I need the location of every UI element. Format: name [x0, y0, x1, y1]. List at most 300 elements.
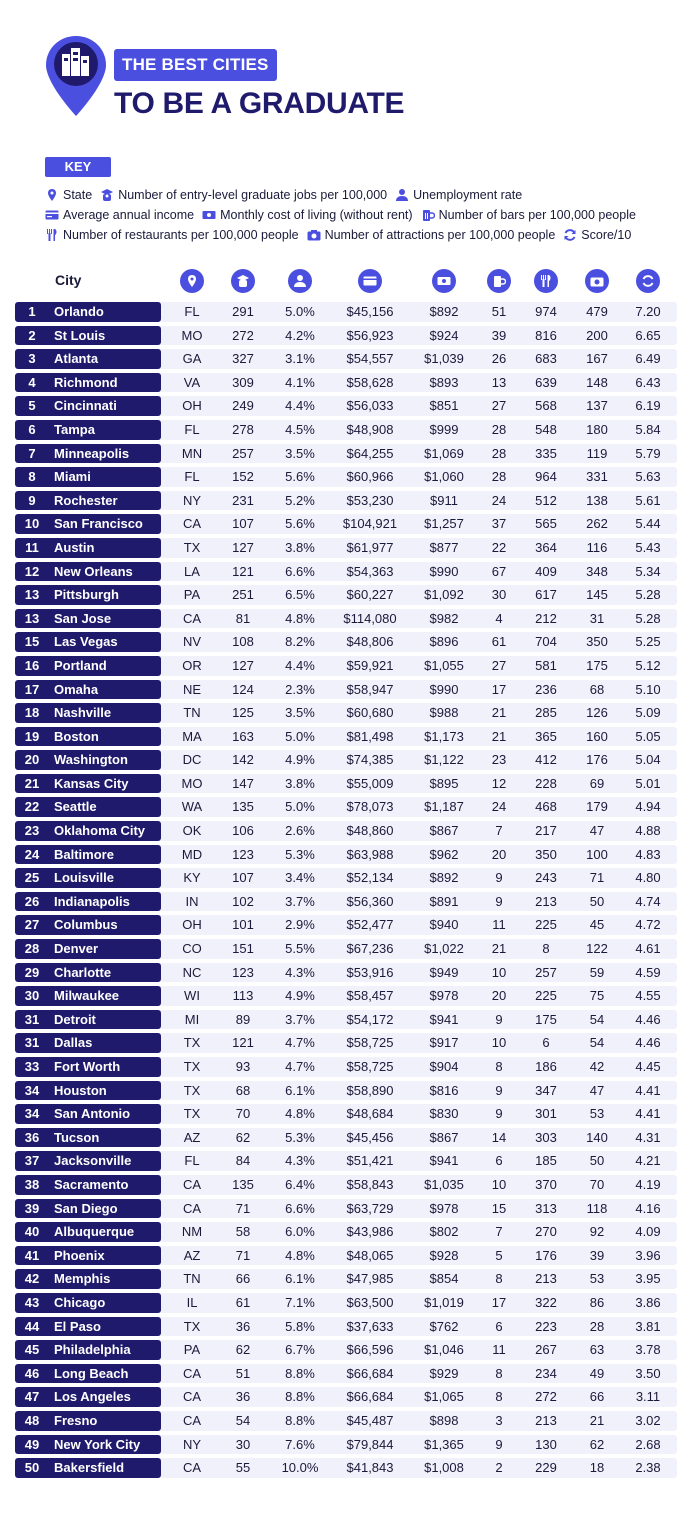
key-item-income: [45, 208, 194, 222]
score-cell: 3.81: [635, 1318, 661, 1334]
income-cell: $48,065: [346, 1247, 394, 1263]
restaurants-cell: 272: [535, 1389, 557, 1405]
bars-cell: 2: [495, 1460, 503, 1476]
table-row: [15, 1269, 677, 1289]
table-row: [15, 1246, 677, 1266]
cost-of-living-cell: $990: [429, 681, 459, 697]
rank-city-label: [15, 1151, 161, 1171]
cost-of-living-cell: $1,187: [424, 799, 464, 815]
score-cell: 5.28: [635, 610, 661, 626]
city-cell: Philadelphia: [54, 1342, 131, 1358]
state-cell: CO: [182, 941, 202, 957]
restaurants-cell: 639: [535, 374, 557, 390]
score-cell: 4.72: [635, 917, 661, 933]
restaurants-cell: 364: [535, 539, 557, 555]
rank-city-label: [15, 609, 161, 629]
city-cell: Atlanta: [54, 351, 99, 367]
jobs-cell: 84: [235, 1153, 251, 1169]
income-cell: $45,456: [346, 1129, 394, 1145]
attractions-cell: 28: [589, 1318, 605, 1334]
income-cell: $43,986: [346, 1224, 394, 1240]
unemployment-cell: 4.8%: [285, 610, 315, 626]
rank-city-label: [15, 1269, 161, 1289]
bars-cell: 10: [491, 1035, 507, 1051]
city-cell: Sacramento: [54, 1176, 129, 1192]
attractions-cell: 148: [586, 374, 608, 390]
bars-column-header: [487, 269, 511, 293]
unemployment-cell: 3.8%: [285, 775, 315, 791]
state-cell: TX: [183, 1106, 201, 1122]
cost-of-living-cell: $1,092: [424, 587, 464, 603]
state-cell: TX: [183, 1035, 201, 1051]
restaurants-cell: 370: [535, 1176, 557, 1192]
table-row: [15, 1128, 677, 1148]
city-cell: Pittsburgh: [54, 587, 119, 603]
income-cell: $54,172: [346, 1011, 394, 1027]
attractions-cell: 21: [589, 1412, 605, 1428]
rank-city-label: [15, 1199, 161, 1219]
score-cell: 3.02: [635, 1412, 661, 1428]
score-cell: 4.16: [635, 1200, 661, 1216]
table-row: [15, 868, 677, 888]
income-cell: $63,988: [346, 846, 394, 862]
table-row: [15, 1175, 677, 1195]
attractions-cell: 350: [586, 634, 608, 650]
cost-of-living-cell: $851: [429, 398, 459, 414]
unemployment-column-header: [288, 269, 312, 293]
table-row: [15, 1199, 677, 1219]
state-cell: MA: [182, 728, 202, 744]
restaurants-cell: 285: [535, 705, 557, 721]
attractions-cell: 200: [586, 327, 608, 343]
beer-icon: [421, 208, 435, 222]
jobs-cell: 36: [235, 1318, 251, 1334]
score-cell: 7.20: [635, 304, 661, 319]
table-row: [15, 1458, 677, 1478]
jobs-cell: 93: [235, 1059, 251, 1074]
jobs-cell: 81: [235, 610, 251, 626]
camera-icon: [307, 228, 321, 242]
rank-city-label: [15, 1010, 161, 1030]
income-cell: $58,890: [346, 1082, 394, 1098]
rank-city-label: [15, 963, 161, 983]
state-cell: CA: [182, 1460, 202, 1476]
table-row: [15, 727, 677, 747]
rank-cell: 28: [24, 941, 40, 957]
income-cell: $56,923: [346, 327, 394, 343]
table-row: [15, 821, 677, 841]
table-row: [15, 562, 677, 582]
cost-of-living-column-header: [432, 269, 456, 293]
restaurants-cell: 964: [535, 469, 557, 485]
bars-cell: 7: [495, 1224, 503, 1240]
table-row: [15, 444, 677, 464]
jobs-cell: 123: [232, 846, 254, 862]
rank-city-label: [15, 420, 161, 440]
bars-cell: 8: [495, 1389, 503, 1405]
jobs-cell: 89: [235, 1011, 251, 1027]
bars-cell: 17: [491, 681, 507, 697]
income-cell: $66,684: [346, 1389, 394, 1405]
state-column-header: [180, 269, 204, 293]
city-cell: Albuquerque: [54, 1224, 135, 1240]
person-icon: [293, 274, 307, 288]
bars-cell: 9: [495, 1436, 503, 1452]
income-cell: $60,680: [346, 705, 394, 721]
income-cell: $79,844: [346, 1436, 394, 1452]
state-cell: TX: [183, 539, 201, 555]
cost-of-living-cell: $898: [429, 1412, 459, 1428]
bars-cell: 6: [495, 1318, 503, 1334]
cost-of-living-cell: $1,008: [424, 1460, 464, 1476]
rank-city-label: [15, 1057, 161, 1077]
income-cell: $58,843: [346, 1176, 394, 1192]
restaurants-cell: 225: [535, 988, 557, 1004]
jobs-cell: 62: [235, 1129, 251, 1145]
jobs-cell: 231: [232, 492, 254, 508]
restaurants-cell: 223: [535, 1318, 557, 1334]
jobs-cell: 107: [232, 516, 254, 532]
unemployment-cell: 4.4%: [285, 398, 315, 414]
attractions-cell: 145: [586, 587, 608, 603]
state-cell: DC: [182, 752, 202, 768]
jobs-column-header: [231, 269, 255, 293]
restaurants-cell: 217: [535, 823, 557, 839]
income-cell: $63,500: [346, 1294, 394, 1310]
rank-cell: 13: [24, 610, 40, 626]
cost-of-living-cell: $1,022: [424, 941, 464, 957]
attractions-cell: 138: [586, 492, 608, 508]
city-pin-logo-icon: [44, 34, 108, 118]
state-cell: IL: [186, 1294, 198, 1310]
rank-cell: 16: [24, 657, 40, 673]
person-icon: [395, 188, 409, 202]
income-cell: $48,806: [346, 634, 394, 650]
score-cell: 3.11: [635, 1389, 661, 1405]
score-cell: 4.46: [635, 1035, 661, 1051]
jobs-cell: 113: [232, 988, 254, 1004]
rank-cell: 8: [28, 469, 36, 485]
rank-cell: 25: [24, 870, 40, 886]
city-cell: Indianapolis: [54, 893, 130, 909]
rank-city-label: [15, 656, 161, 676]
rank-city-label: [15, 1317, 161, 1337]
rank-city-label: [15, 632, 161, 652]
rank-city-label: [15, 514, 161, 534]
restaurants-cell: 229: [535, 1460, 557, 1476]
cost-of-living-cell: $911: [430, 492, 458, 508]
cost-of-living-cell: $940: [429, 917, 459, 933]
cost-of-living-cell: $895: [429, 775, 459, 791]
bars-cell: 9: [495, 893, 503, 909]
rank-city-label: [15, 703, 161, 723]
city-cell: Louisville: [54, 870, 114, 886]
attractions-cell: 331: [586, 469, 608, 485]
city-cell: San Francisco: [54, 516, 143, 532]
restaurants-cell: 412: [535, 752, 557, 768]
attractions-cell: 176: [586, 752, 608, 768]
cost-of-living-cell: $990: [429, 563, 459, 579]
restaurants-cell: 303: [535, 1129, 557, 1145]
rank-cell: 34: [24, 1106, 40, 1122]
attractions-cell: 53: [589, 1106, 605, 1122]
unemployment-cell: 3.1%: [285, 351, 315, 367]
bars-cell: 5: [495, 1247, 503, 1263]
unemployment-cell: 3.8%: [285, 539, 315, 555]
unemployment-cell: 8.8%: [285, 1365, 315, 1381]
state-cell: TX: [183, 1059, 201, 1074]
cost-of-living-cell: $941: [429, 1011, 459, 1027]
state-cell: NY: [182, 492, 202, 508]
state-cell: CA: [182, 1176, 202, 1192]
rank-city-label: [15, 868, 161, 888]
bars-cell: 37: [491, 516, 507, 532]
state-cell: MI: [184, 1011, 200, 1027]
bars-cell: 21: [491, 728, 507, 744]
jobs-cell: 51: [235, 1365, 251, 1381]
jobs-cell: 272: [232, 327, 254, 343]
restaurants-cell: 213: [535, 893, 557, 909]
attractions-cell: 62: [589, 1436, 605, 1452]
bars-cell: 27: [491, 398, 507, 414]
attractions-cell: 31: [589, 610, 605, 626]
state-cell: AZ: [183, 1247, 201, 1263]
rank-cell: 6: [28, 421, 36, 437]
cost-of-living-cell: $978: [429, 988, 459, 1004]
jobs-cell: 70: [235, 1106, 251, 1122]
state-cell: CA: [182, 1412, 202, 1428]
income-cell: $52,477: [346, 917, 394, 933]
unemployment-cell: 10.0%: [281, 1460, 319, 1476]
score-cell: 5.01: [635, 775, 661, 791]
restaurants-cell: 212: [535, 610, 557, 626]
state-cell: NV: [182, 634, 202, 650]
income-cell: $58,947: [346, 681, 394, 697]
cost-of-living-cell: $1,019: [424, 1294, 464, 1310]
table-row: [15, 491, 677, 511]
unemployment-cell: 5.0%: [285, 304, 315, 319]
score-cell: 4.21: [635, 1153, 661, 1169]
table-row: [15, 986, 677, 1006]
score-cell: 4.59: [635, 964, 661, 980]
state-cell: FL: [184, 469, 200, 485]
city-cell: Miami: [54, 469, 91, 485]
unemployment-cell: 5.6%: [285, 516, 315, 532]
key-label: Score/10: [581, 228, 632, 242]
unemployment-cell: 6.6%: [285, 563, 315, 579]
unemployment-cell: 6.6%: [285, 1200, 315, 1216]
restaurants-cell: 365: [535, 728, 557, 744]
rank-city-label: [15, 1340, 161, 1360]
rank-city-label: [15, 1128, 161, 1148]
table-row: [15, 538, 677, 558]
rank-cell: 40: [24, 1224, 40, 1240]
jobs-cell: 121: [232, 563, 254, 579]
attractions-cell: 39: [589, 1247, 605, 1263]
income-cell: $60,227: [346, 587, 394, 603]
graduate-icon: [236, 274, 250, 288]
state-cell: GA: [182, 351, 202, 367]
income-cell: $60,966: [346, 469, 394, 485]
bars-cell: 67: [491, 563, 507, 579]
rank-cell: 10: [24, 516, 40, 532]
bars-cell: 11: [492, 917, 506, 933]
cost-of-living-cell: $892: [429, 304, 459, 319]
cost-of-living-cell: $1,257: [424, 516, 464, 532]
table-row: [15, 1387, 677, 1407]
rank-cell: 41: [24, 1247, 40, 1263]
rank-cell: 17: [24, 681, 40, 697]
jobs-cell: 62: [235, 1342, 251, 1358]
cost-of-living-cell: $830: [429, 1106, 459, 1122]
unemployment-cell: 4.8%: [285, 1106, 315, 1122]
rank-cell: 42: [24, 1271, 40, 1287]
city-cell: New Orleans: [54, 563, 133, 579]
map-pin-icon: [185, 274, 199, 288]
rank-city-label: [15, 1104, 161, 1124]
rank-cell: 46: [24, 1365, 40, 1381]
rank-cell: 39: [24, 1200, 40, 1216]
rank-cell: 15: [24, 634, 40, 650]
restaurants-column-header: [534, 269, 558, 293]
score-cell: 5.04: [635, 752, 661, 768]
cost-of-living-cell: $1,365: [424, 1436, 464, 1452]
bars-cell: 23: [491, 752, 507, 768]
restaurants-cell: 228: [535, 775, 557, 791]
key-label: Number of bars per 100,000 people: [438, 208, 636, 222]
attractions-cell: 160: [586, 728, 608, 744]
key-item-restaurants: [45, 228, 299, 242]
table-row: [15, 1340, 677, 1360]
key-item-attractions: [307, 228, 556, 242]
rank-city-label: [15, 396, 161, 416]
table-row: [15, 1411, 677, 1431]
score-cell: 5.34: [635, 563, 661, 579]
unemployment-cell: 6.1%: [285, 1082, 315, 1098]
rank-city-label: [15, 1033, 161, 1053]
income-cell: $56,360: [346, 893, 394, 909]
bars-cell: 9: [495, 1011, 503, 1027]
jobs-cell: 58: [235, 1224, 251, 1240]
unemployment-cell: 2.9%: [285, 917, 315, 933]
score-cell: 5.61: [635, 492, 661, 508]
rank-cell: 11: [25, 539, 39, 555]
city-cell: Kansas City: [54, 775, 129, 791]
jobs-cell: 102: [232, 893, 254, 909]
state-cell: WA: [181, 799, 203, 815]
cost-of-living-cell: $854: [429, 1271, 459, 1287]
state-cell: LA: [184, 563, 200, 579]
city-cell: Portland: [54, 657, 107, 673]
city-cell: St Louis: [54, 327, 106, 343]
restaurants-cell: 8: [542, 941, 550, 957]
camera-icon: [590, 274, 604, 288]
income-cell: $67,236: [346, 941, 394, 957]
table-row: [15, 963, 677, 983]
income-cell: $66,596: [346, 1342, 394, 1358]
jobs-cell: 108: [232, 634, 254, 650]
cost-of-living-cell: $891: [429, 893, 459, 909]
state-cell: NY: [182, 1436, 202, 1452]
unemployment-cell: 8.8%: [285, 1389, 315, 1405]
state-cell: PA: [183, 1342, 201, 1358]
score-cell: 5.12: [635, 657, 661, 673]
table-row: [15, 514, 677, 534]
state-cell: CA: [182, 516, 202, 532]
cost-of-living-cell: $896: [429, 634, 459, 650]
attractions-cell: 262: [586, 516, 608, 532]
bars-cell: 7: [495, 823, 503, 839]
unemployment-cell: 3.4%: [285, 870, 315, 886]
jobs-cell: 66: [235, 1271, 251, 1287]
jobs-cell: 278: [232, 421, 254, 437]
state-cell: CA: [182, 1365, 202, 1381]
rank-city-label: [15, 302, 161, 322]
state-cell: TN: [183, 1271, 201, 1287]
restaurants-cell: 335: [535, 445, 557, 461]
unemployment-cell: 4.7%: [285, 1035, 315, 1051]
state-cell: NC: [182, 964, 202, 980]
score-cell: 5.43: [635, 539, 661, 555]
city-cell: Fresno: [54, 1412, 98, 1428]
unemployment-cell: 4.7%: [285, 1059, 315, 1074]
cost-of-living-cell: $867: [429, 823, 459, 839]
unemployment-cell: 4.3%: [285, 964, 315, 980]
jobs-cell: 135: [232, 799, 254, 815]
bars-cell: 51: [491, 304, 507, 319]
score-cell: 5.28: [635, 587, 661, 603]
city-cell: Fort Worth: [54, 1059, 121, 1074]
attractions-cell: 167: [586, 351, 608, 367]
cost-of-living-cell: $802: [429, 1224, 459, 1240]
income-cell: $78,073: [346, 799, 394, 815]
table-row: [15, 845, 677, 865]
score-cell: 5.25: [635, 634, 661, 650]
city-column-header: City: [55, 272, 82, 288]
income-cell: $45,156: [346, 304, 394, 319]
unemployment-cell: 2.6%: [285, 823, 315, 839]
state-cell: MO: [181, 775, 203, 791]
city-cell: New York City: [54, 1436, 141, 1452]
restaurants-cell: 130: [535, 1436, 557, 1452]
rank-cell: 22: [24, 799, 40, 815]
jobs-cell: 125: [232, 705, 254, 721]
rank-cell: 37: [24, 1153, 40, 1169]
city-cell: Baltimore: [54, 846, 114, 862]
rank-city-label: [15, 939, 161, 959]
unemployment-cell: 4.5%: [285, 421, 315, 437]
bars-cell: 26: [491, 351, 507, 367]
rank-city-label: [15, 1081, 161, 1101]
rank-cell: 31: [24, 1011, 40, 1027]
city-cell: Seattle: [54, 799, 97, 815]
bars-cell: 28: [491, 421, 507, 437]
jobs-cell: 251: [232, 587, 254, 603]
restaurants-cell: 175: [535, 1011, 557, 1027]
score-cell: 4.55: [635, 988, 661, 1004]
rank-city-label: [15, 585, 161, 605]
jobs-cell: 61: [235, 1294, 251, 1310]
score-cell: 6.19: [635, 398, 661, 414]
unemployment-cell: 5.8%: [285, 1318, 315, 1334]
rank-city-label: [15, 326, 161, 346]
score-cell: 4.41: [635, 1106, 661, 1122]
jobs-cell: 142: [232, 752, 254, 768]
state-cell: OH: [182, 917, 202, 933]
attractions-cell: 179: [586, 799, 608, 815]
income-cell: $64,255: [346, 445, 394, 461]
table-header: [15, 266, 677, 296]
